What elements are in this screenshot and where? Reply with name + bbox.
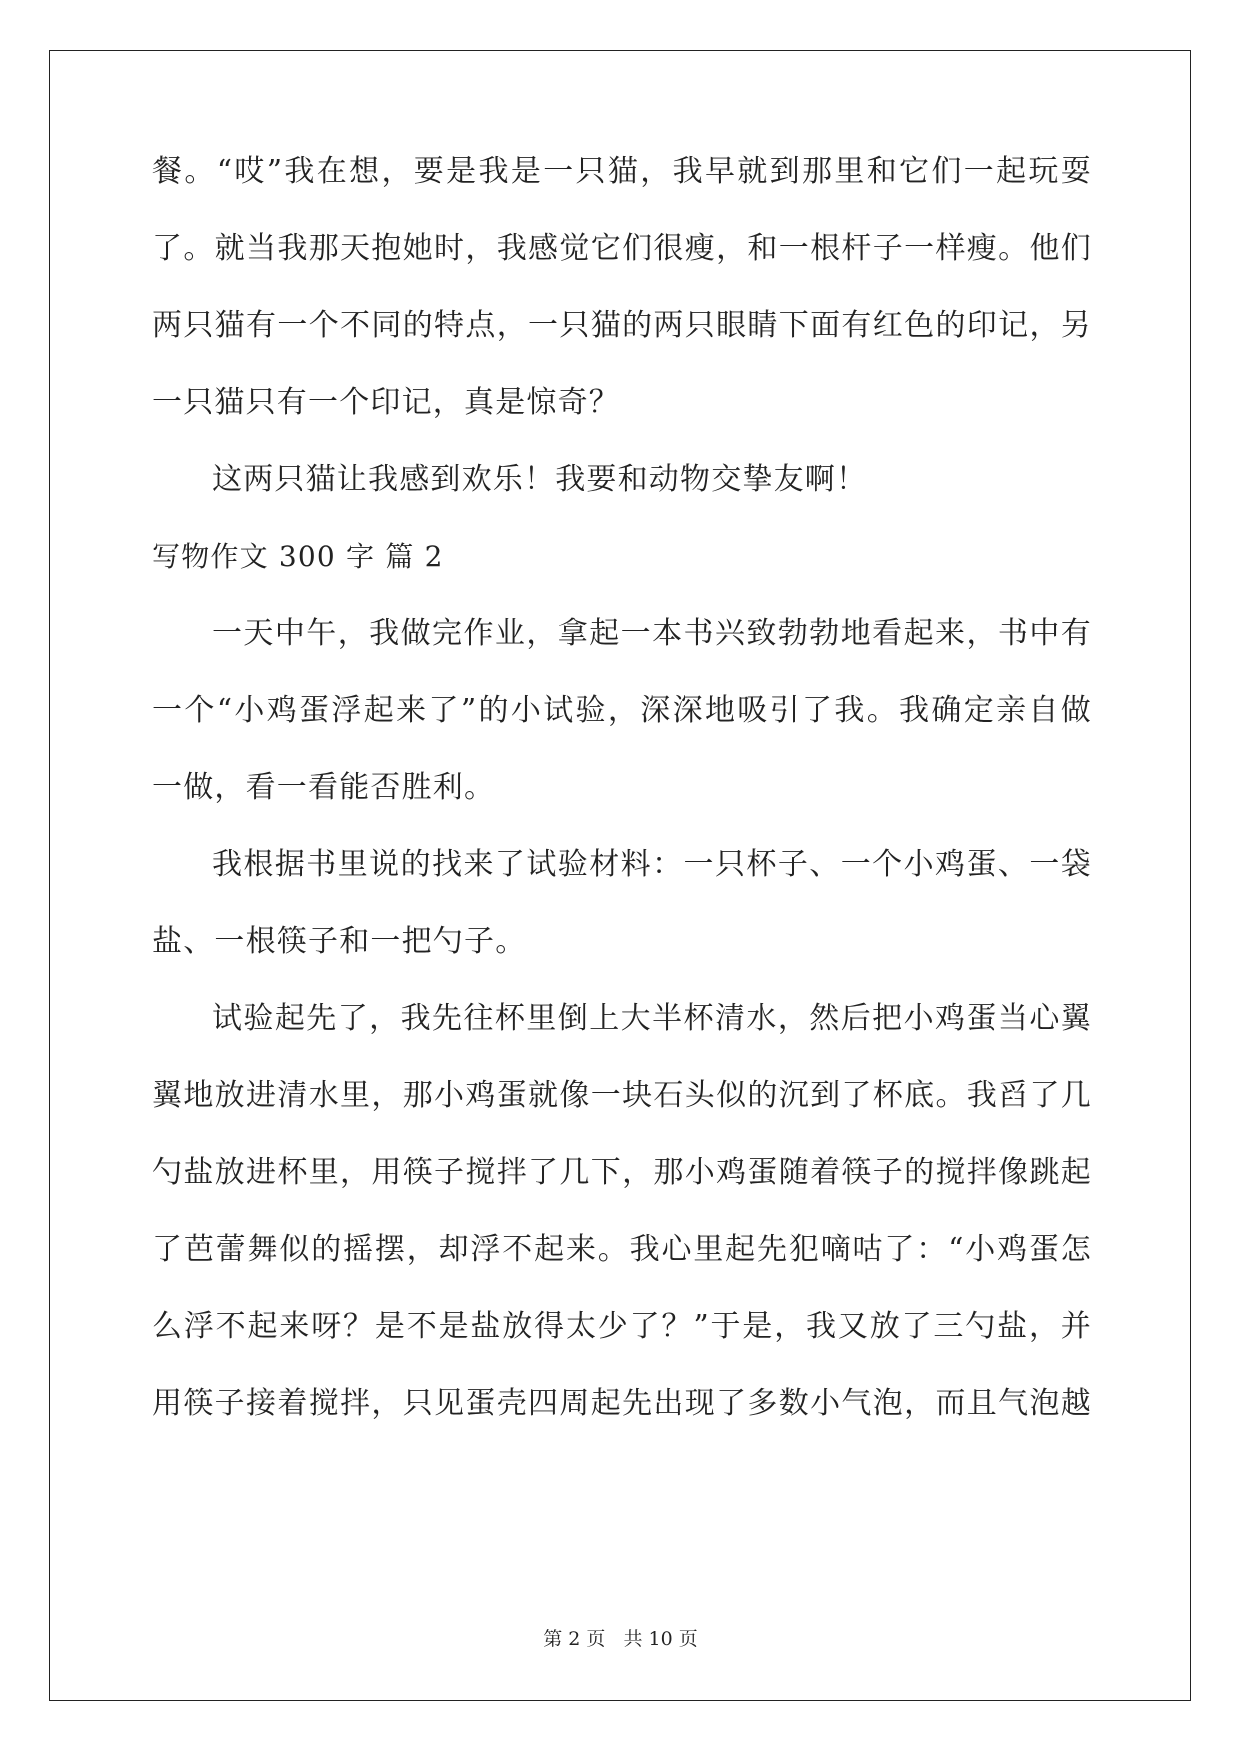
text-line: 一只猫只有一个印记，真是惊奇？: [152, 385, 620, 420]
section-heading: 写物作文 300 字 篇 2: [152, 540, 444, 573]
text-line: 一个“小鸡蛋浮起来了”的小试验，深深地吸引了我。我确定亲自做: [152, 693, 1092, 728]
paragraph-line: 一天中午，我做完作业，拿起一本书兴致勃勃地看起来，书中有: [212, 616, 1092, 651]
text-line: 勺盐放进杯里，用筷子搅拌了几下，那小鸡蛋随着筷子的搅拌像跳起: [152, 1155, 1092, 1190]
page-footer: [0, 1624, 1241, 1651]
text-line: 用筷子接着搅拌，只见蛋壳四周起先出现了多数小气泡，而且气泡越: [152, 1386, 1092, 1421]
text-line: 么浮不起来呀？是不是盐放得太少了？”于是，我又放了三勺盐，并: [152, 1309, 1092, 1344]
text-line: 一做，看一看能否胜利。: [152, 770, 496, 805]
text-line: 盐、一根筷子和一把勺子。: [152, 924, 527, 959]
paragraph-line: 我根据书里说的找来了试验材料：一只杯子、一个小鸡蛋、一袋: [212, 847, 1092, 882]
paragraph-line: 试验起先了，我先往杯里倒上大半杯清水，然后把小鸡蛋当心翼: [212, 1001, 1092, 1036]
text-line: 两只猫有一个不同的特点，一只猫的两只眼睛下面有红色的印记，另: [152, 308, 1092, 343]
text-line: 了。就当我那天抱她时，我感觉它们很瘦，和一根杆子一样瘦。他们: [152, 231, 1092, 266]
paragraph-line: 这两只猫让我感到欢乐！我要和动物交挚友啊！: [212, 462, 868, 497]
text-line: 餐。“哎”我在想，要是我是一只猫，我早就到那里和它们一起玩耍: [152, 154, 1092, 189]
text-line: 了芭蕾舞似的摇摆，却浮不起来。我心里起先犯嘀咕了：“小鸡蛋怎: [152, 1232, 1092, 1267]
page-total: 共 10 页: [623, 1628, 698, 1650]
text-line: 翼地放进清水里，那小鸡蛋就像一块石头似的沉到了杯底。我舀了几: [152, 1078, 1092, 1113]
page-number: 第 2 页: [543, 1628, 606, 1650]
